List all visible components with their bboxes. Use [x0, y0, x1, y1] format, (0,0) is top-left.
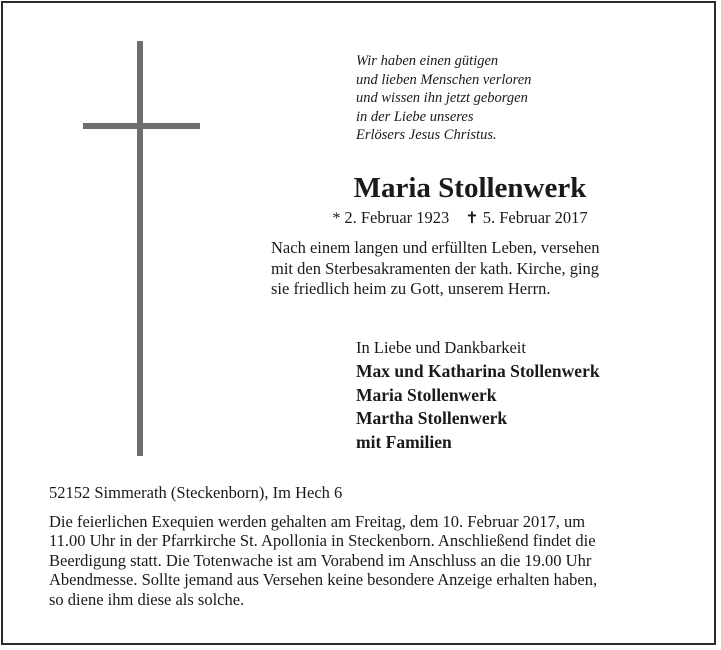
death-date: 5. Februar 2017 — [482, 208, 588, 227]
service-line: Abendmesse. Sollte jemand aus Versehen keine besondere Anzeige erhalten haben, — [49, 570, 598, 590]
birth-date: 2. Februar 1923 — [344, 208, 450, 227]
life-dates — [310, 207, 610, 230]
verse-line: und lieben Menschen verloren — [356, 71, 532, 88]
mourner-name: Martha Stollenwerk — [356, 408, 508, 428]
verse-line: in der Liebe unseres — [356, 108, 474, 125]
mourner-name: Max und Katharina Stollenwerk — [356, 361, 600, 381]
verse-line: Erlösers Jesus Christus. — [356, 127, 497, 144]
verse-line: Wir haben einen gütigen — [356, 53, 499, 69]
memorial-verse — [356, 52, 616, 145]
mourner-name: Maria Stollenwerk — [356, 384, 497, 405]
address: 52152 Simmerath (Steckenborn), Im Hech 6 — [49, 483, 343, 502]
service-line: Die feierlichen Exequien werden gehalten am Freitag, dem 10. Februar 2017, um — [49, 512, 586, 531]
obituary-line: Nach einem langen und erfüllten Leben, versehen — [271, 238, 600, 257]
funeral-service-info — [49, 512, 679, 609]
mourners-intro: In Liebe und Dankbarkeit — [356, 338, 526, 357]
deceased-name: Maria Stollenwerk — [353, 172, 587, 204]
cross-vertical-bar — [137, 41, 143, 456]
service-line: 11.00 Uhr in der Pfarrkirche St. Apollonia in Steckenborn. Anschließend findet die — [49, 531, 596, 551]
service-line: Beerdigung statt. Die Totenwache ist am Vorabend im Anschluss an die 19.00 Uhr — [49, 550, 592, 570]
mourners-list — [356, 360, 600, 454]
service-line: so diene ihm diese als solche. — [49, 589, 245, 609]
mourner-name: mit Familien — [356, 431, 452, 452]
obituary-line: mit den Sterbesakramenten der kath. Kirche, ging — [271, 258, 600, 278]
verse-line: und wissen ihn jetzt geborgen — [356, 90, 528, 107]
death-cross-icon: ✝ — [465, 210, 479, 227]
obituary-line: sie friedlich heim zu Gott, unserem Herrn. — [271, 279, 551, 298]
cross-horizontal-bar — [83, 123, 200, 129]
obituary-text — [271, 238, 661, 300]
birth-star-icon: * — [332, 210, 341, 227]
